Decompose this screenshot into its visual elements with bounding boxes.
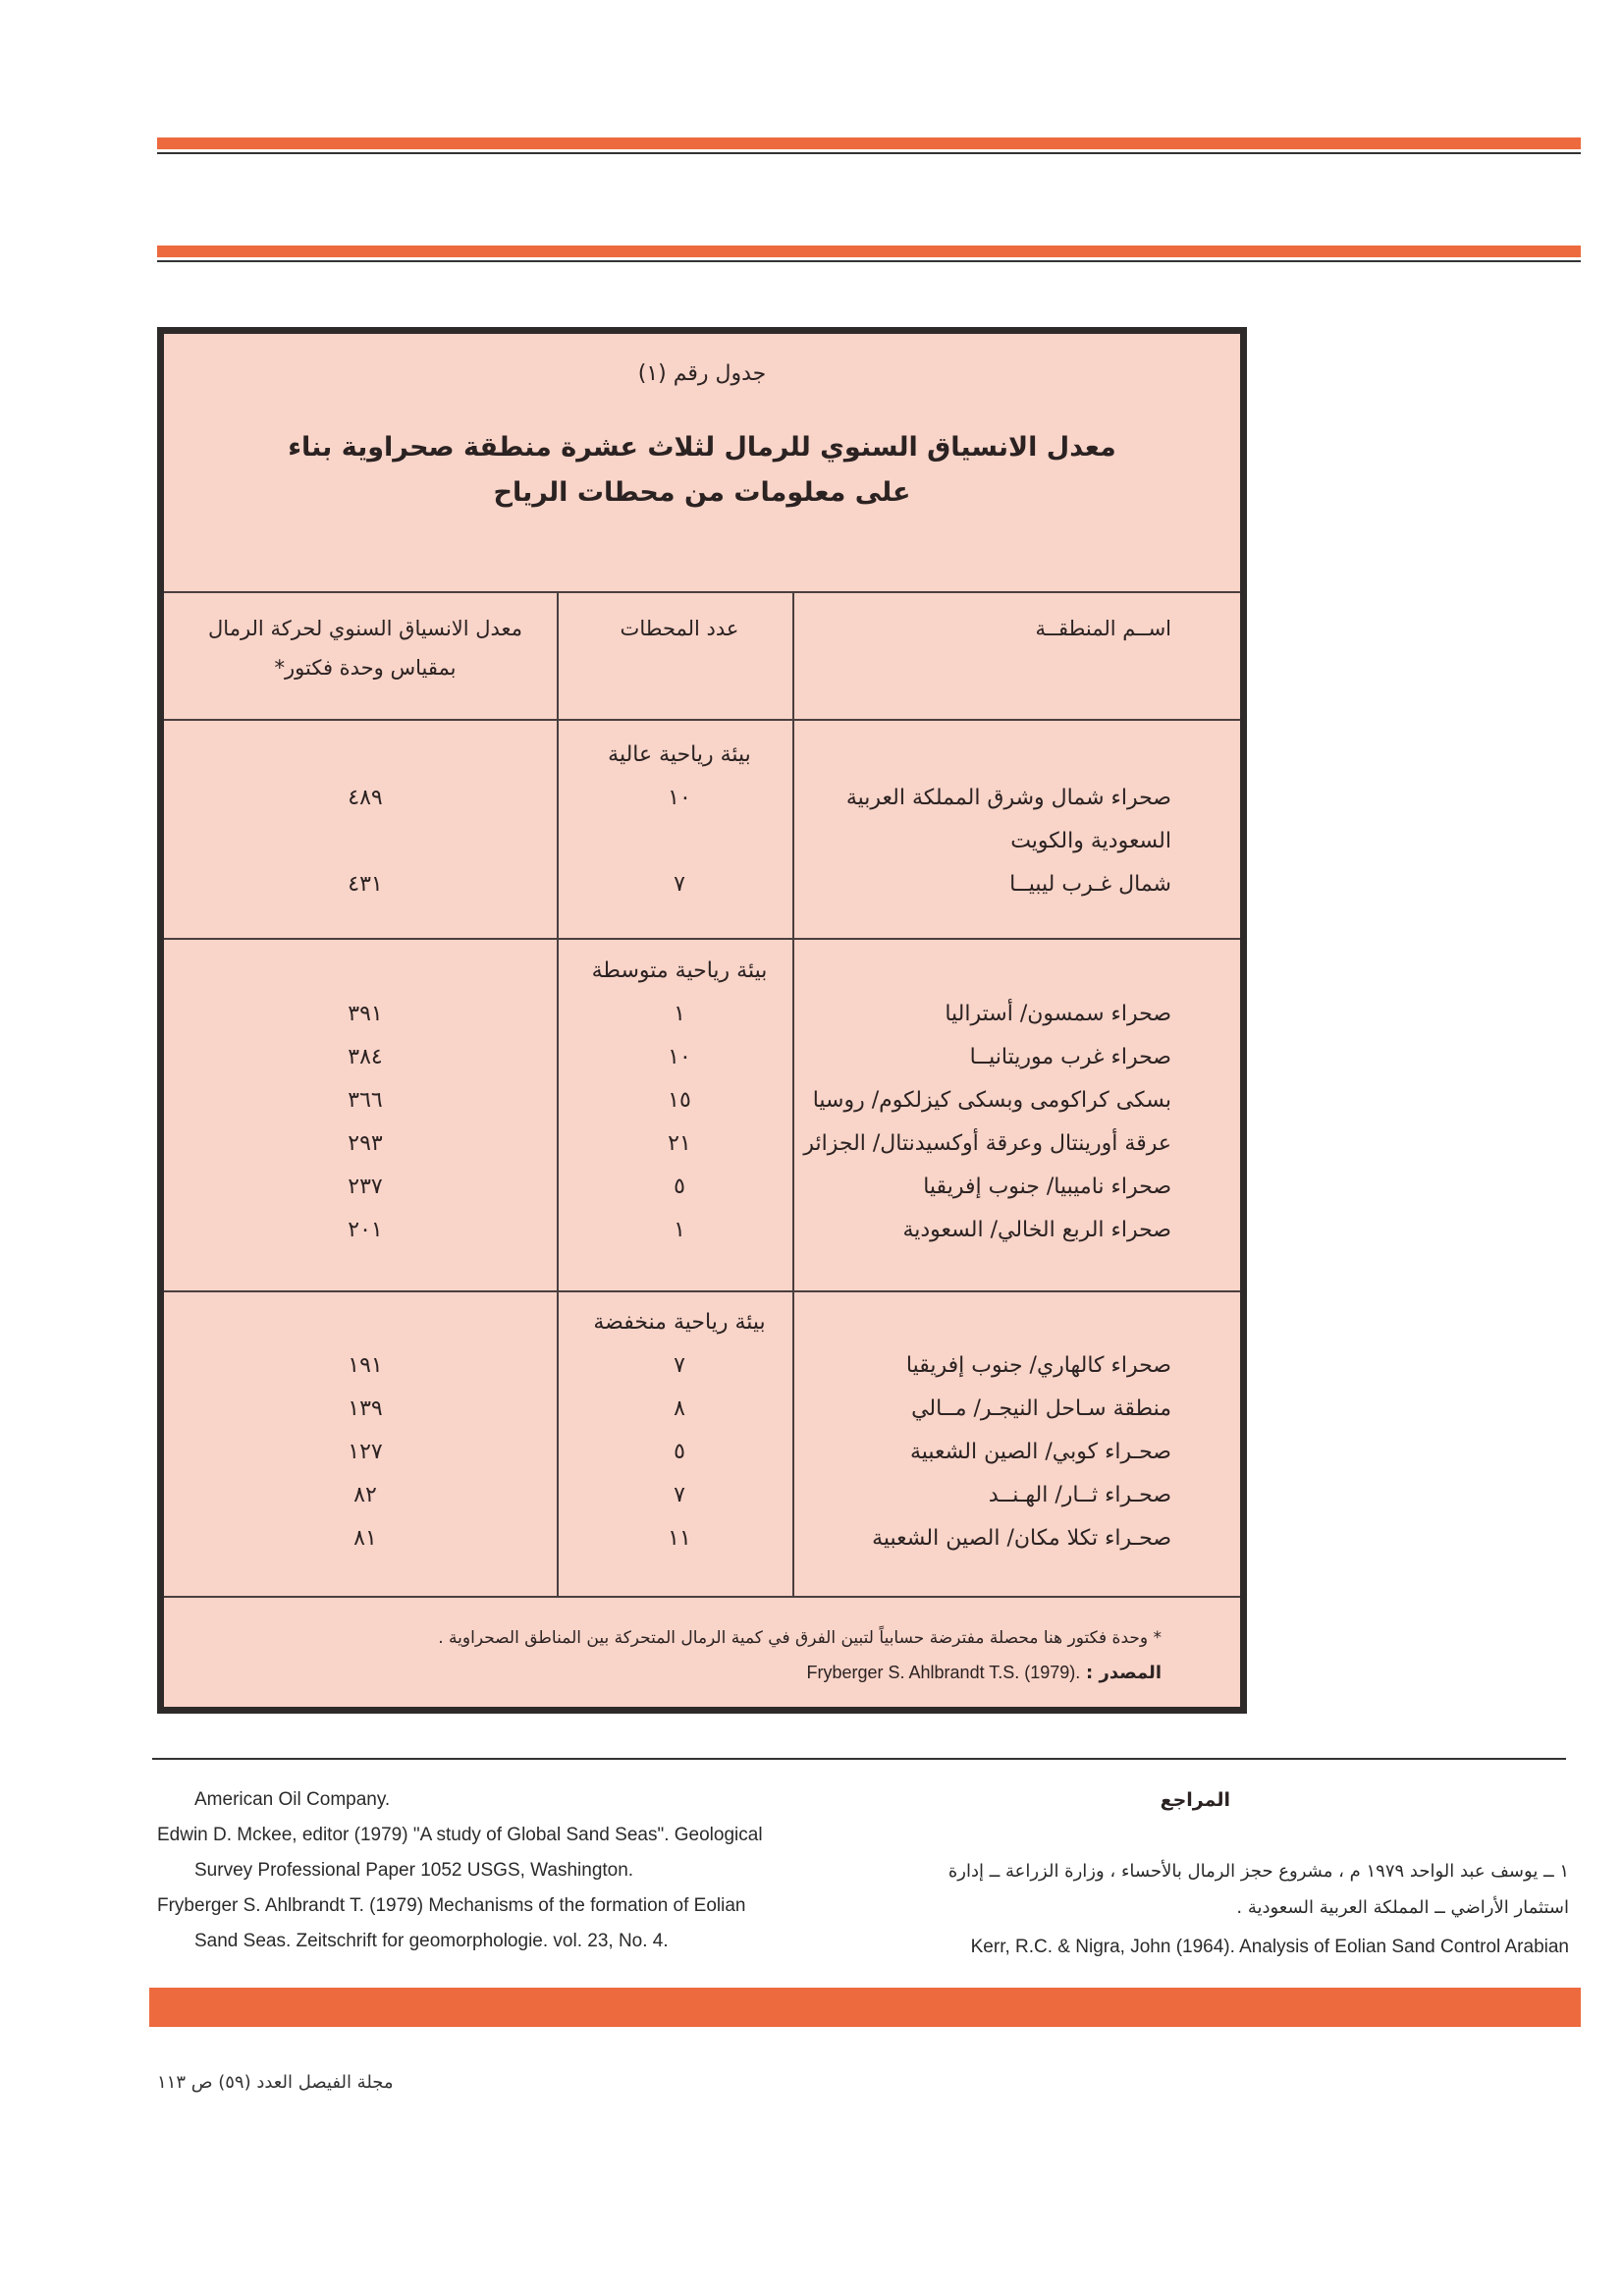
header-rate-line2: بمقياس وحدة فكتور* [274, 656, 457, 680]
table-number: جدول رقم (١) [637, 361, 767, 386]
ref-english-line: American Oil Company. [194, 1789, 391, 1810]
group-label-high: بيئة رياحية عالية [608, 742, 751, 767]
table-cell-rate: ٢٩٣ [348, 1131, 383, 1156]
table-cell-rate: ٢٠١ [348, 1218, 383, 1242]
table-cell-stations: ٧ [674, 1353, 685, 1378]
ref-english-line: Sand Seas. Zeitschrift for geomorphologie. vol. 23, No. 4. [194, 1931, 669, 1951]
source-label: المصدر : [1086, 1663, 1162, 1683]
table-cell-region: صحراء كالهاري/ جنوب إفريقيا [905, 1353, 1171, 1378]
table-cell-rate: ٨٢ [353, 1483, 377, 1507]
top-thin-rule-2 [157, 260, 1581, 262]
table-cell-rate: ٣٨٤ [348, 1045, 383, 1069]
table-cell-region: صحـراء تكلا مكان/ الصين الشعبية [872, 1526, 1171, 1551]
table-cell-stations: ٥ [674, 1440, 685, 1464]
table-header-bottom-line [164, 719, 1240, 721]
table-cell-stations: ٧ [674, 1483, 685, 1507]
table-cell-region: صحراء شمال وشرق المملكة العربية [845, 786, 1171, 810]
references-heading: المراجع [1160, 1789, 1230, 1811]
top-thin-rule-1 [157, 152, 1581, 154]
table-cell-region: منطقة سـاحل النيجـر/ مــالي [911, 1396, 1171, 1421]
group-divider-1 [164, 938, 1240, 940]
header-rate-line1: معدل الانسياق السنوي لحركة الرمال [208, 617, 522, 640]
table-body-bottom-line [164, 1596, 1240, 1598]
table-footnote: * وحدة فكتور هنا محصلة مفترضة حسابياً لتبين الفرق في كمية الرمال المتحركة بين المناطق الصحراوية . [438, 1628, 1162, 1648]
table-title-line1: معدل الانسياق السنوي للرمال لثلاث عشرة منطقة صحراوية بناء [288, 432, 1116, 463]
source-value: Fryberger S. Ahlbrandt T.S. (1979). [806, 1663, 1081, 1682]
table-cell-rate: ٣٩١ [348, 1002, 383, 1026]
table-cell-region: صحراء غرب موريتانيــا [969, 1045, 1171, 1069]
header-stations: عدد المحطات [620, 617, 739, 640]
table-cell-stations: ١١ [668, 1526, 691, 1551]
table-cell-region: صحراء الربع الخالي/ السعودية [902, 1218, 1171, 1242]
ref-arabic-line2: استثمار الأراضي ــ المملكة العربية السعودية . [1236, 1897, 1569, 1918]
table-cell-stations: ٨ [674, 1396, 685, 1421]
table-cell-stations: ٢١ [668, 1131, 691, 1156]
group-label-medium: بيئة رياحية متوسطة [591, 958, 768, 983]
table-title-line2: على معلومات من محطات الرياح [493, 477, 911, 508]
table-source [806, 1663, 1162, 1683]
table-cell-region-cont: السعودية والكويت [1010, 829, 1171, 853]
table-cell-stations: ٥ [674, 1175, 685, 1199]
table-cell-region: عرقة أورينتال وعرقة أوكسيدنتال/ الجزائر [803, 1131, 1171, 1156]
header-region: اســم المنطقــة [1035, 617, 1171, 640]
top-orange-rule-2 [157, 246, 1581, 257]
table-cell-region: صحـراء كوبي/ الصين الشعبية [909, 1440, 1171, 1464]
ref-english-line: Fryberger S. Ahlbrandt T. (1979) Mechanisms of the formation of Eolian [157, 1895, 746, 1916]
table-cell-stations: ١٠ [668, 786, 691, 810]
table-cell-region: بسكى كراكومى وبسكى كيزلكوم/ روسيا [812, 1088, 1171, 1113]
table-cell-rate: ١٢٧ [348, 1440, 383, 1464]
top-orange-rule-1 [157, 137, 1581, 149]
bottom-orange-band [149, 1988, 1581, 2027]
table-header-top-line [164, 591, 1240, 593]
page-folio: مجلة الفيصل العدد (٥٩) ص ١١٣ [157, 2072, 394, 2093]
group-label-low: بيئة رياحية منخفضة [593, 1310, 766, 1335]
table-cell-stations: ١٥ [668, 1088, 691, 1113]
references-top-rule [152, 1758, 1566, 1760]
table-cell-stations: ٧ [674, 872, 685, 897]
ref-english-line: Survey Professional Paper 1052 USGS, Washington. [194, 1860, 634, 1881]
table-frame [157, 327, 1247, 1714]
ref-english-line: Edwin D. Mckee, editor (1979) "A study of Global Sand Seas". Geological [157, 1825, 763, 1845]
table-cell-stations: ١ [674, 1218, 685, 1242]
ref-arabic-line1: ١ ــ يوسف عبد الواحد ١٩٧٩ م ، مشروع حجز الرمال بالأحساء ، وزارة الزراعة ــ إدارة [947, 1861, 1569, 1882]
table-cell-region: صحراء ناميبيا/ جنوب إفريقيا [923, 1175, 1171, 1199]
table-cell-rate: ٣٦٦ [348, 1088, 383, 1113]
table-cell-rate: ١٣٩ [348, 1396, 383, 1421]
group-divider-2 [164, 1290, 1240, 1292]
table-cell-rate: ٤٨٩ [348, 786, 383, 810]
table-cell-region: صحراء سمسون/ أستراليا [945, 1002, 1171, 1026]
table-cell-rate: ٤٣١ [348, 872, 383, 897]
table-cell-rate: ٨١ [353, 1526, 377, 1551]
table-cell-stations: ١٠ [668, 1045, 691, 1069]
table-cell-stations: ١ [674, 1002, 685, 1026]
ref-kerr: Kerr, R.C. & Nigra, John (1964). Analysis of Eolian Sand Control Arabian [970, 1937, 1569, 1957]
table-cell-rate: ١٩١ [348, 1353, 383, 1378]
table-cell-region: شمال غـرب ليبيــا [1009, 872, 1171, 897]
table-cell-rate: ٢٣٧ [348, 1175, 383, 1199]
table-cell-region: صحـراء ثــار/ الهـنــد [988, 1483, 1171, 1507]
